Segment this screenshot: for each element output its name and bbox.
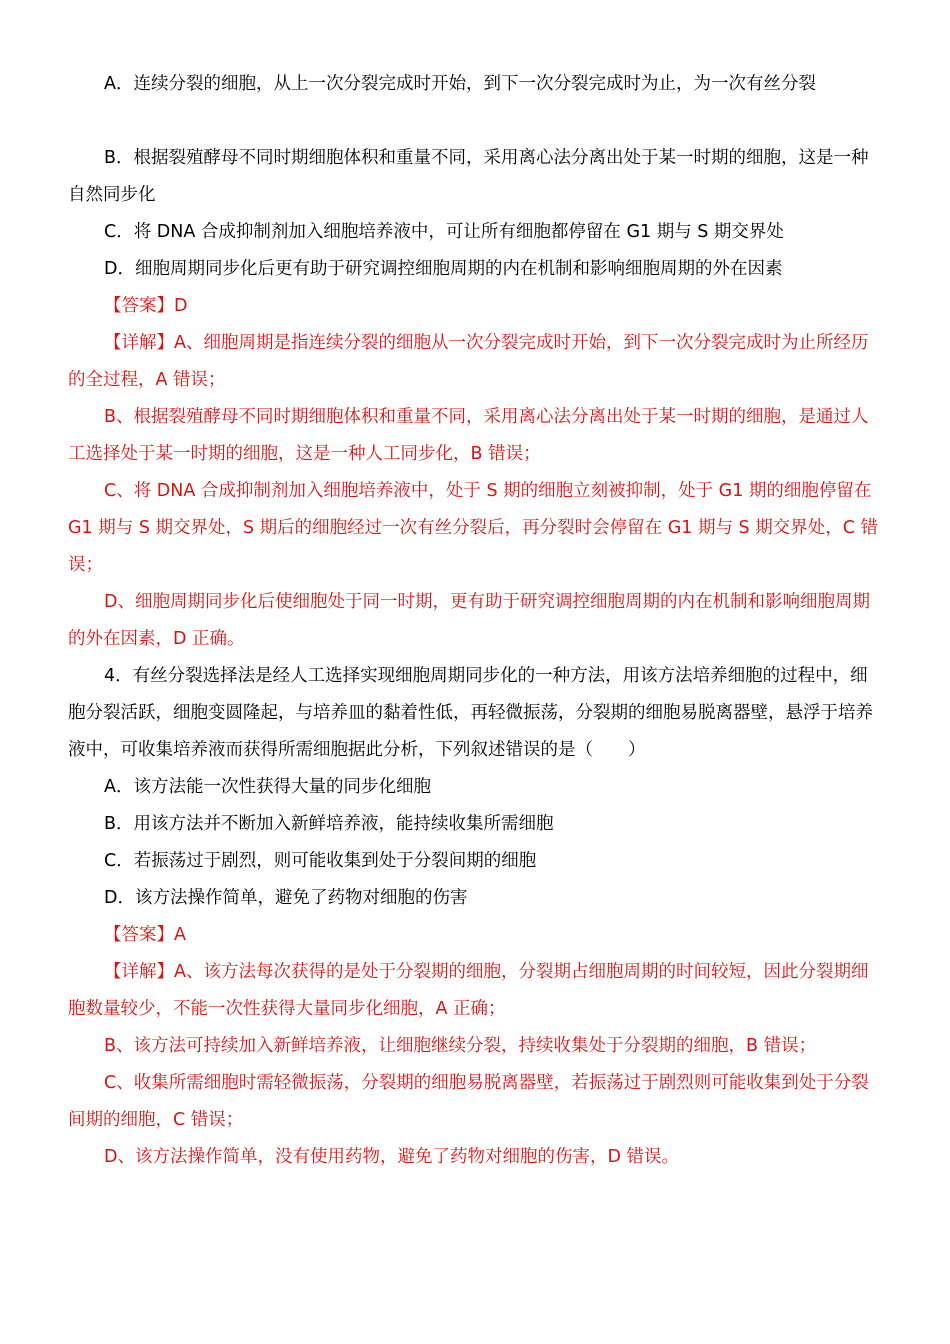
q4-answer: [68, 917, 883, 954]
q4-option-c: C．若振荡过于剧烈，则可能收集到处于分裂间期的细胞: [104, 851, 537, 871]
q4-stem: 4．有丝分裂选择法是经人工选择实现细胞周期同步化的一种方法，用该方法培养细胞的过程中，细胞分裂活跃，细胞变圆隆起，与培养皿的黏着性低，再轻微振荡，分裂期的细胞易脱离器壁，悬浮于培养液中，可收集培养液而获得所需细胞据此分析，下列叙述错误的是（ ）: [68, 666, 873, 760]
q4-option-b: B．用该方法并不断加入新鲜培养液，能持续收集所需细胞: [104, 814, 554, 834]
answer-value: D: [174, 296, 188, 316]
answer-label: 【答案】: [104, 925, 174, 945]
detail-label: 【详解】: [104, 333, 174, 353]
q4-detail-c: C、收集所需细胞时需轻微振荡，分裂期的细胞易脱离器壁，若振荡过于剧烈则可能收集到处于分裂间期的细胞，C 错误；: [68, 1073, 869, 1130]
answer-value: A: [174, 925, 186, 945]
q3-option-c: C．将 DNA 合成抑制剂加入细胞培养液中，可让所有细胞都停留在 G1 期与 S 期交界处: [104, 222, 784, 242]
q4-option-a: A．该方法能一次性获得大量的同步化细胞: [104, 777, 431, 797]
q3-detail-c: C、将 DNA 合成抑制剂加入细胞培养液中，处于 S 期的细胞立刻被抑制，处于 G1 期的细胞停留在 G1 期与 S 期交界处，S 期后的细胞经过一次有丝分裂后，再分裂时会停留在 G1 期与 S 期交界处，C 错误；: [68, 481, 878, 575]
q3-option-a: A．连续分裂的细胞，从上一次分裂完成时开始，到下一次分裂完成时为止，为一次有丝分裂: [104, 74, 816, 94]
q3-option-b: B．根据裂殖酵母不同时期细胞体积和重量不同，采用离心法分离出处于某一时期的细胞，这是一种自然同步化: [68, 148, 869, 205]
q3-answer: [68, 288, 883, 325]
answer-label: 【答案】: [104, 296, 174, 316]
detail-text: A、该方法每次获得的是处于分裂期的细胞，分裂期占细胞周期的时间较短，因此分裂期细胞数量较少，不能一次性获得大量同步化细胞，A 正确；: [68, 962, 869, 1019]
q3-detail-d: D、细胞周期同步化后使细胞处于同一时期，更有助于研究调控细胞周期的内在机制和影响细胞周期的外在因素，D 正确。: [68, 592, 870, 649]
q3-detail-a: [68, 325, 883, 399]
q4-detail-b: B、该方法可持续加入新鲜培养液，让细胞继续分裂，持续收集处于分裂期的细胞，B 错误；: [104, 1036, 817, 1056]
detail-label: 【详解】: [104, 962, 174, 982]
q4-option-d: D．该方法操作简单，避免了药物对细胞的伤害: [104, 888, 468, 908]
q4-detail-d: D、该方法操作简单，没有使用药物，避免了药物对细胞的伤害，D 错误。: [104, 1147, 680, 1167]
detail-text: A、细胞周期是指连续分裂的细胞从一次分裂完成时开始，到下一次分裂完成时为止所经历的全过程，A 错误；: [68, 333, 869, 390]
q4-detail-a: [68, 954, 883, 1028]
q3-detail-b: B、根据裂殖酵母不同时期细胞体积和重量不同，采用离心法分离出处于某一时期的细胞，是通过人工选择处于某一时期的细胞，这是一种人工同步化，B 错误；: [68, 407, 869, 464]
q3-option-d: D．细胞周期同步化后更有助于研究调控细胞周期的内在机制和影响细胞周期的外在因素: [104, 259, 783, 279]
